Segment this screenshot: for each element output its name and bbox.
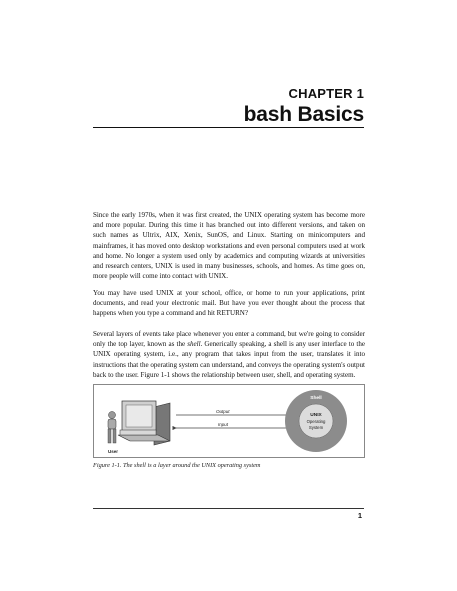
chapter-title-rule	[93, 127, 364, 128]
system-label: System	[308, 425, 324, 430]
unix-label: UNIX	[310, 413, 322, 418]
chapter-title: bash Basics	[243, 103, 364, 126]
paragraph-3-text-end: . Generically speaking, a shell is any user interface to the UNIX operating system, i.e., any program that takes input from the user, translates it into instructions that the operating system can understand, and conveys the operating system's output back to the user. Figure 1-1 shows the relationship between user, shell, and operating system.	[93, 340, 366, 379]
footer-rule	[93, 508, 364, 509]
paragraph-3-emphasis: shell	[187, 340, 201, 349]
operating-label: Operating	[306, 419, 326, 424]
output-label: Output	[216, 409, 230, 414]
paragraph-3-text-start: Several layers of events take place whenever you enter a command, but we're going to consider only the top layer, known as the	[93, 330, 365, 349]
chapter-label: CHAPTER 1	[288, 86, 364, 101]
body-paragraph-2: You may have used UNIX at your school, office, or home to run your applications, print documents, and read your electronic mail. But have you ever thought about the process that happens when you type a command and hit RETURN?	[93, 289, 365, 318]
body-paragraph-3	[93, 329, 365, 380]
body-paragraph-1: Since the early 1970s, when it was first created, the UNIX operating system has become more and more popular. During this time it has branched out into different versions, and taken on such names as Ultrix, AIX, Xenix, SunOS, and Linux. Starting on minicomputers and mainframes, it has moved onto desktop workstations and even personal computers used at work and home. No longer a system used only by academics and computing wizards at universities and research centers, UNIX is used in many businesses, schools, and homes. As time goes on, more people will come into contact with UNIX.	[93, 211, 365, 281]
user-computer-illustration	[108, 401, 170, 445]
input-label: Input	[218, 422, 229, 427]
user-label: User	[108, 449, 119, 454]
shell-label: Shell	[310, 396, 322, 401]
page-number: 1	[357, 511, 362, 520]
figure-1-1	[93, 384, 365, 458]
shell-diagram	[94, 385, 364, 457]
figure-caption: Figure 1-1. The shell is a layer around the UNIX operating system	[93, 462, 261, 469]
